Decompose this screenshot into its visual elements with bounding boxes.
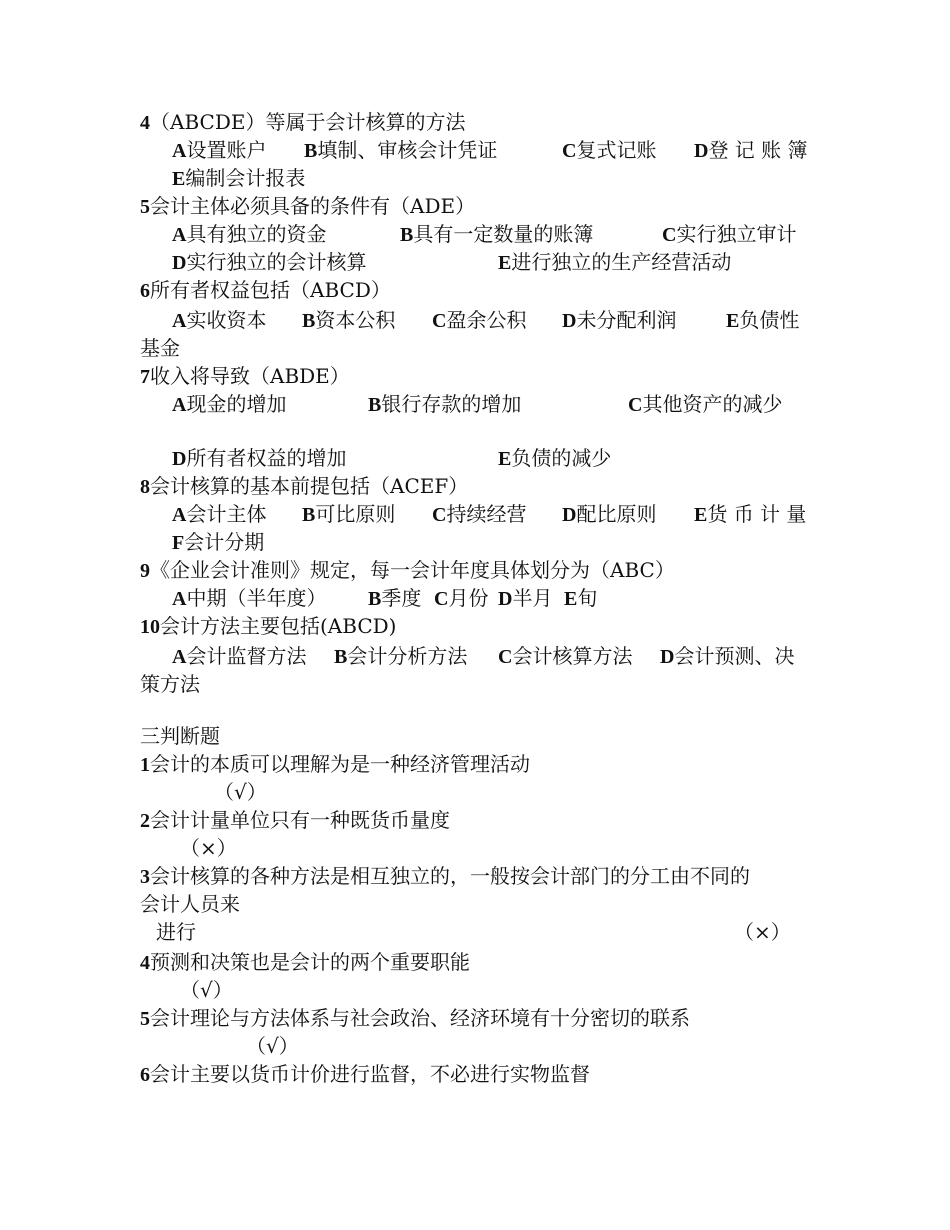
- judge-3-text-continued: 会计人员来: [140, 892, 240, 916]
- judge-3-text: 3会计核算的各种方法是相互独立的，一般按会计部门的分工由不同的: [140, 864, 750, 888]
- judge-4-text: 4预测和决策也是会计的两个重要职能: [140, 950, 470, 974]
- question-10-options: A会计监督方法 B会计分析方法 C会计核算方法 D会计预测、决: [172, 644, 795, 668]
- question-5-options-row1: A具有独立的资金 B具有一定数量的账簿 C实行独立审计: [172, 222, 797, 246]
- question-4-title: 4（ABCDE）等属于会计核算的方法: [140, 110, 466, 134]
- question-4-option-e: E编制会计报表: [172, 166, 306, 190]
- question-7-title: 7收入将导致（ABDE）: [140, 364, 350, 388]
- question-5-title: 5会计主体必须具备的条件有（ADE）: [140, 194, 476, 218]
- question-6-wrap: 基金: [140, 336, 180, 360]
- section-heading: 三判断题: [140, 724, 220, 748]
- question-6-options: A实收资本 B资本公积 C盈余公积 D未分配利润 E负债性: [172, 308, 800, 332]
- question-9-title: 9《企业会计准则》规定，每一会计年度具体划分为（ABC）: [140, 558, 675, 582]
- judge-5-text: 5会计理论与方法体系与社会政治、经济环境有十分密切的联系: [140, 1006, 690, 1030]
- question-8-title: 8会计核算的基本前提包括（ACEF）: [140, 474, 469, 498]
- judge-3-answer: （×）: [734, 920, 791, 944]
- question-7-options-row2: D所有者权益的增加 E负债的减少: [172, 446, 612, 470]
- question-8-options: A会计主体 B可比原则 C持续经营 D配比原则 E货 币 计 量: [172, 502, 807, 526]
- question-7-options-row1: A现金的增加 B银行存款的增加 C其他资产的减少: [172, 392, 783, 416]
- judge-2-answer: （×）: [180, 836, 237, 860]
- question-5-options-row2: D实行独立的会计核算 E进行独立的生产经营活动: [172, 250, 732, 274]
- question-8-option-f: F会计分期: [172, 530, 265, 554]
- question-6-title: 6所有者权益包括（ABCD）: [140, 278, 391, 302]
- judge-1-text: 1会计的本质可以理解为是一种经济管理活动: [140, 752, 530, 776]
- judge-1-answer: （√）: [214, 780, 267, 804]
- question-10-wrap: 策方法: [140, 672, 200, 696]
- judge-6-text: 6会计主要以货币计价进行监督，不必进行实物监督: [140, 1062, 590, 1086]
- question-10-title: 10会计方法主要包括(ABCD): [140, 614, 397, 638]
- question-4-options: A设置账户 B填制、审核会计凭证 C复式记账 D登 记 账 簿: [172, 138, 808, 162]
- judge-4-answer: （√）: [180, 978, 233, 1002]
- judge-3-text-end: 进行: [156, 920, 196, 944]
- question-9-options: A中期（半年度） B季度 C月份 D半月 E旬: [172, 586, 598, 610]
- judge-5-answer: （√）: [246, 1034, 299, 1058]
- judge-2-text: 2会计计量单位只有一种既货币量度: [140, 808, 450, 832]
